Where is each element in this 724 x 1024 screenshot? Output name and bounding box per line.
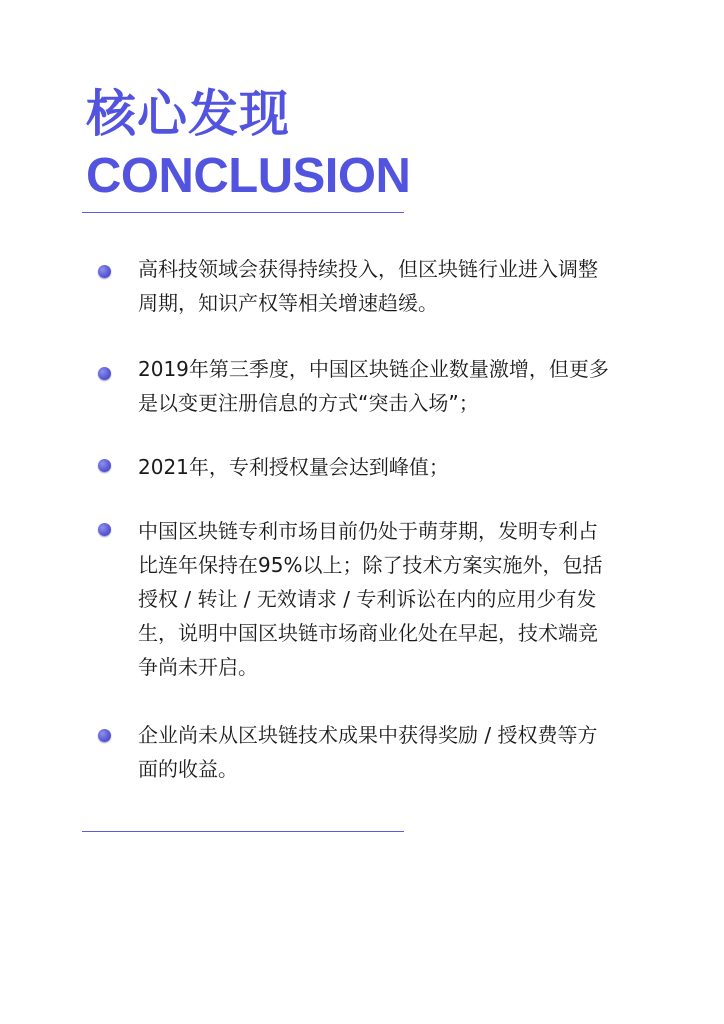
finding-text: 2019年第三季度，中国区块链企业数量激增，但更多 是以变更注册信息的方式“突击入场”；	[138, 357, 609, 415]
finding-text: 2021年，专利授权量会达到峰值；	[138, 455, 449, 479]
page-title-english: CONCLUSION	[86, 149, 411, 203]
finding-text: 中国区块链专利市场目前仍处于萌芽期，发明专利占 比连年保持在95%以上；除了技术方案实施外，包括 授权 / 转让 / 无效请求 / 专利诉讼在内的应用少有发 生，说明中国区块链市场商业化处在早起，技术端竞 争尚未开启。	[138, 519, 603, 679]
finding-text: 高科技领域会获得持续投入，但区块链行业进入调整 周期，知识产权等相关增速趋缓。	[138, 257, 598, 315]
header-divider	[82, 212, 404, 213]
bullet-dot-icon	[98, 265, 111, 278]
bullet-dot-icon	[98, 367, 111, 380]
bullet-dot-icon	[98, 523, 111, 536]
page-title-chinese: 核心发现	[86, 85, 290, 143]
finding-text: 企业尚未从区块链技术成果中获得奖励 / 授权费等方 面的收益。	[138, 723, 598, 781]
bullet-dot-icon	[98, 729, 111, 742]
bullet-dot-icon	[98, 459, 111, 472]
footer-divider	[82, 831, 404, 832]
